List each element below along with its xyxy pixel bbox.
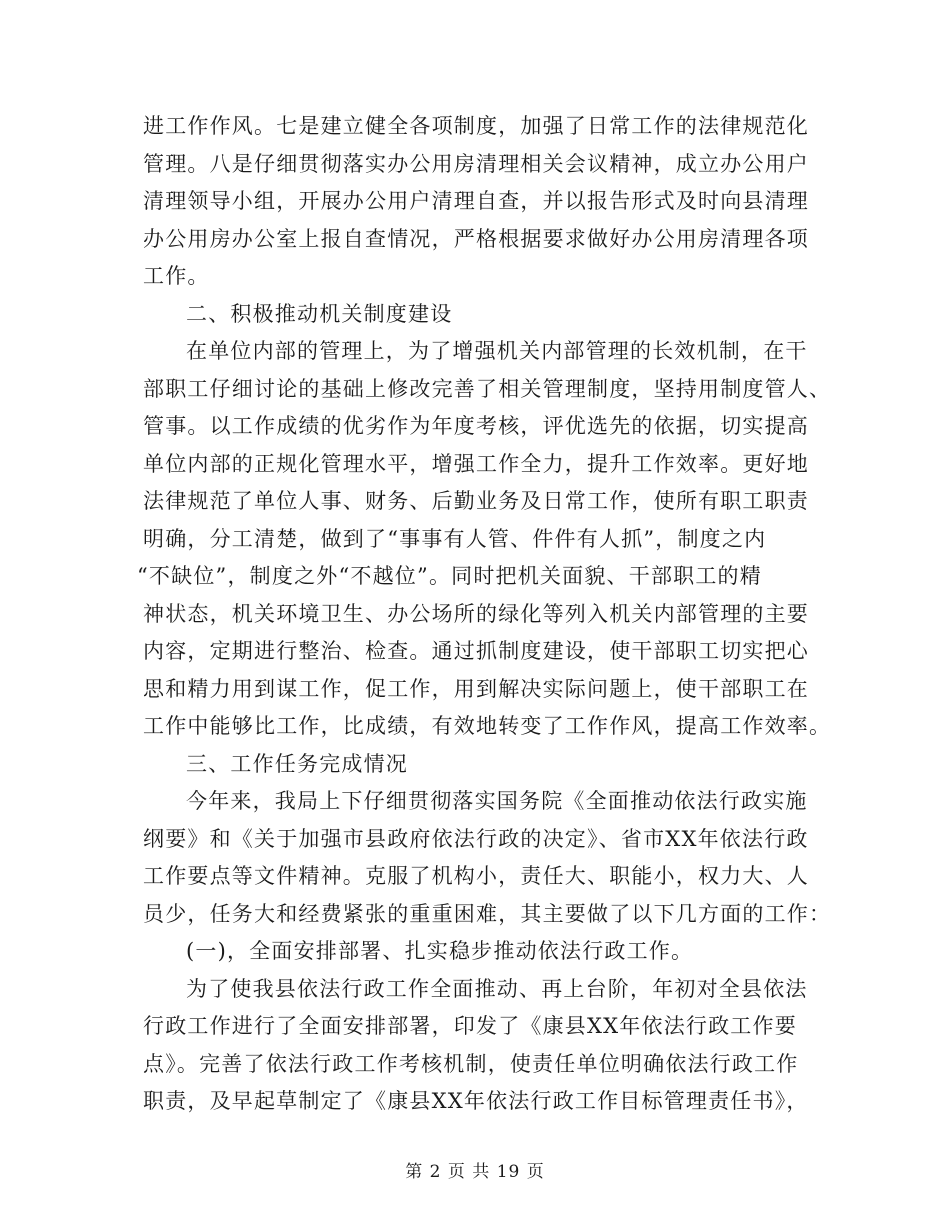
paragraph-line: 办公用房办公室上报自查情况，严格根据要求做好办公用房清理各项 xyxy=(143,227,809,251)
page-number-footer: 第 2 页 共 19 页 xyxy=(405,1162,545,1182)
paragraph-line: 神状态，机关环境卫生、办公场所的绿化等列入机关内部管理的主要 xyxy=(143,602,809,626)
paragraph-line: 工作中能够比工作，比成绩，有效地转变了工作作风，提高工作效率。 xyxy=(143,714,832,738)
paragraph-line: 工作。 xyxy=(143,264,210,288)
paragraph-line: 进工作作风。七是建立健全各项制度，加强了日常工作的法律规范化 xyxy=(143,114,809,138)
paragraph-line: 为了使我县依法行政工作全面推动、再上台阶，年初对全县依法 xyxy=(186,977,808,1001)
paragraph-line: 内容，定期进行整治、检查。通过抓制度建设，使干部职工切实把心 xyxy=(143,639,809,663)
paragraph-line: 管事。以工作成绩的优劣作为年度考核，评优选先的依据，切实提高 xyxy=(143,414,809,438)
section-heading: 二、积极推动机关制度建设 xyxy=(186,302,453,326)
paragraph-line: 纲要》和《关于加强市县政府依法行政的决定》、省市XX年依法行政 xyxy=(143,827,809,851)
paragraph-line: 员少，任务大和经费紧张的重重困难，其主要做了以下几方面的工作： xyxy=(143,902,832,926)
subsection-heading: (一)，全面安排部署、扎实稳步推动依法行政工作。 xyxy=(186,939,694,963)
paragraph-line: 今年来，我局上下仔细贯彻落实国务院《全面推动依法行政实施 xyxy=(186,789,808,813)
section-heading: 三、工作任务完成情况 xyxy=(186,752,408,776)
paragraph-line: 单位内部的正规化管理水平，增强工作全力，提升工作效率。更好地 xyxy=(143,452,809,476)
paragraph-line: 点》。完善了依法行政工作考核机制，使责任单位明确依法行政工作 xyxy=(143,1052,799,1076)
paragraph-line: 思和精力用到谋工作，促工作，用到解决实际问题上，使干部职工在 xyxy=(143,677,809,701)
paragraph-line: 管理。八是仔细贯彻落实办公用房清理相关会议精神，成立办公用户 xyxy=(143,152,809,176)
paragraph-line: 明确，分工清楚，做到了“事事有人管、件件有人抓”，制度之内 xyxy=(143,527,767,551)
paragraph-line: “不缺位”，制度之外“不越位”。同时把机关面貌、干部职工的精 xyxy=(137,564,762,588)
paragraph-line: 工作要点等文件精神。克服了机构小，责任大、职能小，权力大、人 xyxy=(143,864,809,888)
paragraph-line: 在单位内部的管理上，为了增强机关内部管理的长效机制，在干 xyxy=(186,339,808,363)
paragraph-line: 职责，及早起草制定了《康县XX年依法行政工作目标管理责任书》， xyxy=(143,1089,809,1113)
paragraph-line: 部职工仔细讨论的基础上修改完善了相关管理制度，坚持用制度管人、 xyxy=(143,377,832,401)
paragraph-line: 清理领导小组，开展办公用户清理自查，并以报告形式及时向县清理 xyxy=(143,189,809,213)
paragraph-line: 行政工作进行了全面安排部署，印发了《康县XX年依法行政工作要 xyxy=(143,1014,797,1038)
paragraph-line: 法律规范了单位人事、财务、后勤业务及日常工作，使所有职工职责 xyxy=(143,489,809,513)
